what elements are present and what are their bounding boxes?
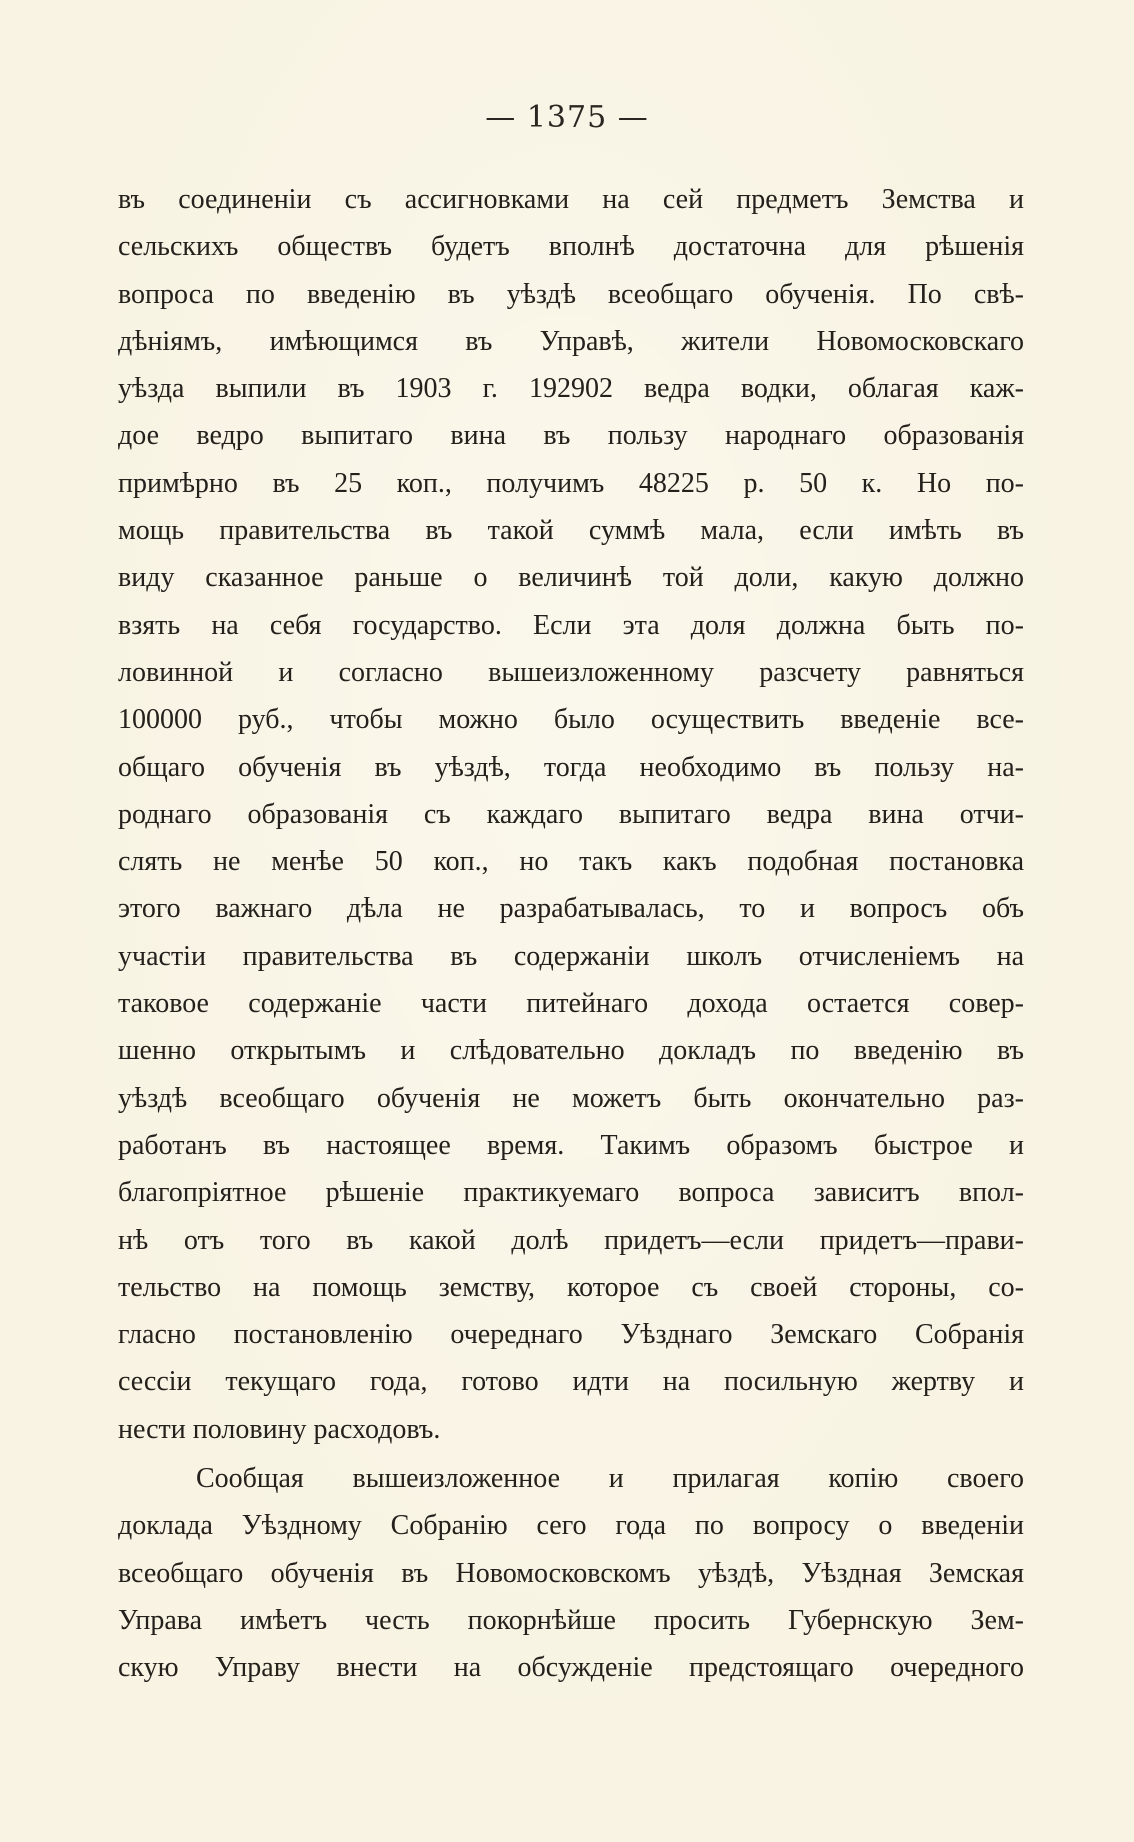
text-line: сессіи текущаго года, готово идти на посильную жертву и <box>118 1366 1024 1398</box>
text-line: мощь правительства въ такой суммѣ мала, если имѣть въ <box>118 515 1024 547</box>
text-line: всеобщаго обученія въ Новомосковскомъ уѣздѣ, Уѣздная Земская <box>118 1557 1024 1589</box>
text-line: этого важнаго дѣла не разрабатывалась, то и вопросъ объ <box>118 893 1024 925</box>
text-line: слять не менѣе 50 коп., но такъ какъ подобная постановка <box>118 846 1024 878</box>
text-line: тельство на помощь земству, которое съ своей стороны, со- <box>118 1271 1024 1303</box>
text-line: примѣрно въ 25 коп., получимъ 48225 р. 50 к. Но по- <box>118 467 1024 499</box>
text-line: виду сказанное раньше о величинѣ той доли, какую должно <box>118 562 1024 594</box>
text-line: въ соединеніи съ ассигновками на сей предметъ Земства и <box>118 184 1024 215</box>
text-line: скую Управу внести на обсужденіе предстоящаго очередного <box>118 1652 1024 1684</box>
text-line: шенно открытымъ и слѣдовательно докладъ по введенію въ <box>118 1035 1024 1067</box>
text-line: Сообщая вышеизложенное и прилагая копію своего <box>196 1463 1024 1495</box>
text-line: дѣніямъ, имѣющимся въ Управѣ, жители Новомосковскаго <box>118 325 1024 357</box>
text-line: уѣздѣ всеобщаго обученія не можетъ быть окончательно раз- <box>118 1082 1024 1114</box>
text-line: доклада Уѣздному Собранію сего года по вопросу о введеніи <box>118 1510 1024 1542</box>
text-line: Управа имѣетъ честь покорнѣйше просить Губернскую Зем- <box>118 1604 1024 1636</box>
paragraph-1 <box>118 176 1024 1453</box>
text-line: гласно постановленію очереднаго Уѣзднаго Земскаго Собранія <box>118 1319 1024 1351</box>
page-number: — 1375 — <box>485 100 649 135</box>
text-line: работанъ въ настоящее время. Такимъ образомъ быстрое и <box>118 1129 1024 1161</box>
body-text <box>118 176 1024 1692</box>
text-line: благопріятное рѣшеніе практикуемаго вопроса зависитъ впол- <box>118 1177 1024 1209</box>
text-line: общаго обученія въ уѣздѣ, тогда необходимо въ пользу на- <box>118 751 1024 783</box>
text-line: участіи правительства въ содержаніи школъ отчисленіемъ на <box>118 940 1024 972</box>
text-line: уѣзда выпили въ 1903 г. 192902 ведра водки, облагая каж- <box>118 373 1024 405</box>
text-line: нѣ отъ того въ какой долѣ придетъ—если придетъ—прави- <box>118 1224 1024 1256</box>
paragraph-2 <box>118 1455 1024 1691</box>
text-line: сельскихъ обществъ будетъ вполнѣ достаточна для рѣшенія <box>118 231 1024 263</box>
text-line: таковое содержаніе части питейнаго дохода остается совер- <box>118 988 1024 1020</box>
text-line: 100000 руб., чтобы можно было осуществить введеніе все- <box>118 704 1024 736</box>
text-line: взять на себя государство. Если эта доля должна быть по- <box>118 609 1024 641</box>
text-line: роднаго образованія съ каждаго выпитаго ведра вина отчи- <box>118 798 1024 830</box>
text-line: дое ведро выпитаго вина въ пользу народнаго образованія <box>118 420 1024 452</box>
text-line: вопроса по введенію въ уѣздѣ всеобщаго обученія. По свѣ- <box>118 278 1024 310</box>
text-line: ловинной и согласно вышеизложенному разсчету равняться <box>118 656 1024 688</box>
text-line: нести половину расходовъ. <box>118 1413 441 1445</box>
